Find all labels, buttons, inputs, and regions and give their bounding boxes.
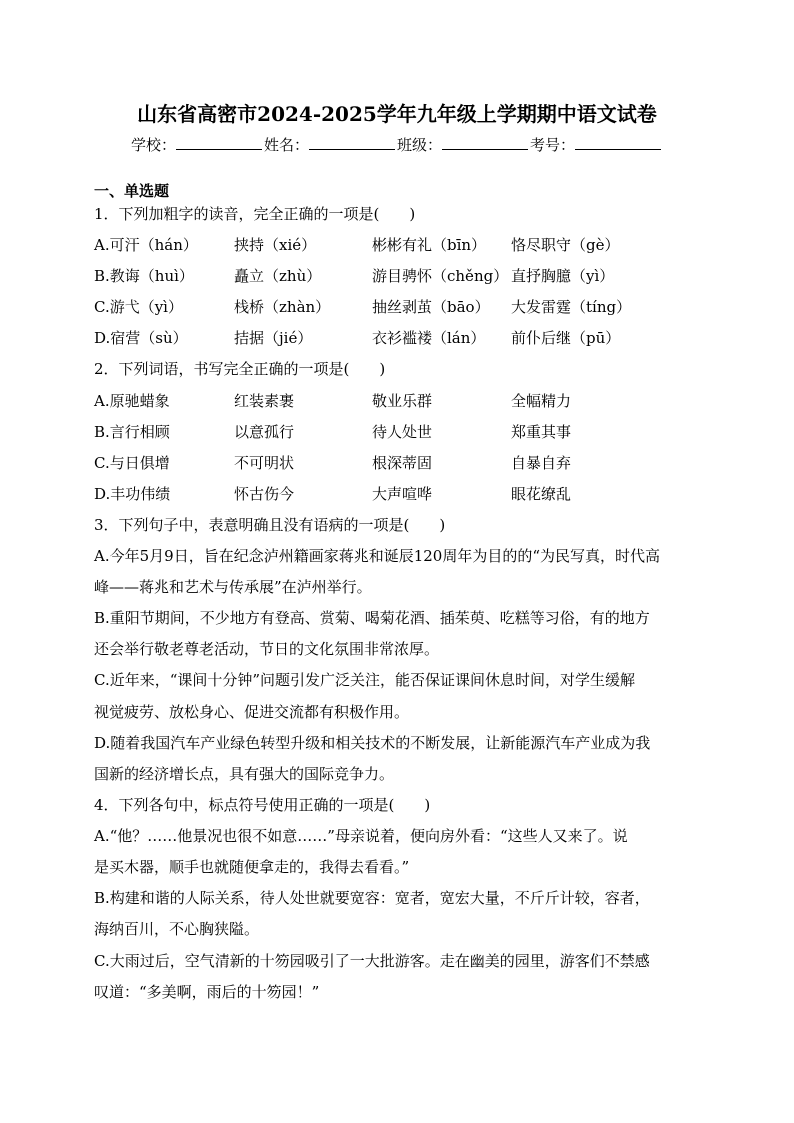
q3-line-8: 国新的经济增长点，具有强大的国际竞争力。 [94,765,395,783]
q1-b-1: B.教诲（huì） [94,267,194,285]
q3-line-7: D.随着我国汽车产业绿色转型升级和相关技术的不断发展，让新能源汽车产业成为我 [94,734,651,752]
question-3-stem: 3．下列句子中，表意明确且没有语病的一项是( ) [94,516,446,534]
q2-a-4: 全幅精力 [511,392,572,410]
question-1-stem: 1．下列加粗字的读音，完全正确的一项是( ) [94,205,416,223]
q1-a-4: 恪尽职守（gè） [511,236,620,254]
school-blank[interactable] [176,135,262,150]
question-2-stem: 2．下列词语，书写完全正确的一项是( ) [94,360,386,378]
q4-line-3: B.构建和谐的人际关系，待人处世就要宽容：宽者，宽宏大量，不斤斤计较，容者， [94,889,650,907]
q1-b-3: 游目骋怀（chěng） [372,267,509,285]
q1-a-2: 挟持（xié） [234,236,317,254]
q2-a-2: 红装素裹 [234,392,295,410]
q1-c-2: 栈桥（zhàn） [234,298,331,316]
q2-c-1: C.与日俱增 [94,454,170,472]
name-blank[interactable] [309,135,395,150]
class-label: 班级： [397,136,443,154]
q4-line-4: 海纳百川，不心胸狭隘。 [94,920,260,938]
section-title: 一、单选题 [94,182,170,200]
q4-line-6: 叹道：“多美啊，雨后的十笏园！” [94,983,320,1001]
q2-b-2: 以意孤行 [234,423,295,441]
number-label: 考号： [530,136,576,154]
q2-d-2: 怀古伤今 [234,485,295,503]
q1-d-2: 拮据（jié） [234,329,313,347]
q2-d-4: 眼花缭乱 [511,485,572,503]
q1-d-4: 前仆后继（pū） [511,329,621,347]
q1-b-4: 直抒胸臆（yì） [511,267,615,285]
q3-line-5: C.近年来，“课间十分钟”问题引发广泛关注，能否保证课间休息时间，对学生缓解 [94,671,636,689]
q4-line-5: C.大雨过后，空气清新的十笏园吸引了一大批游客。走在幽美的园里，游客们不禁感 [94,952,650,970]
q2-c-2: 不可明状 [234,454,295,472]
school-label: 学校： [130,136,176,154]
q3-line-2: 峰——蒋兆和艺术与传承展”在泸州举行。 [94,578,372,596]
q2-a-3: 敬业乐群 [372,392,433,410]
q1-c-3: 抽丝剥茧（bāo） [372,298,490,316]
class-blank[interactable] [442,135,528,150]
q2-b-4: 郑重其事 [511,423,572,441]
question-4-stem: 4．下列各句中，标点符号使用正确的一项是( ) [94,796,431,814]
q1-a-3: 彬彬有礼（bīn） [372,236,487,254]
q2-d-3: 大声喧哗 [372,485,433,503]
exam-title: 山东省高密市2024-2025学年九年级上学期期中语文试卷 [137,102,657,126]
name-label: 姓名： [263,136,309,154]
number-blank[interactable] [575,135,661,150]
student-info-row [0,134,794,156]
q2-b-3: 待人处世 [372,423,433,441]
q1-a-1: A.可汗（hán） [94,236,198,254]
q2-b-1: B.言行相顾 [94,423,170,441]
q1-d-1: D.宿营（sù） [94,329,188,347]
q2-d-1: D.丰功伟绩 [94,485,171,503]
q2-c-4: 自暴自弃 [511,454,572,472]
q1-d-3: 衣衫褴褛（lán） [372,329,486,347]
q1-c-4: 大发雷霆（tíng） [511,298,632,316]
q2-c-3: 根深蒂固 [372,454,433,472]
q3-line-1: A.今年5月9日，旨在纪念泸州籍画家蒋兆和诞辰120周年为目的的“为民写真，时代高 [94,547,660,565]
q3-line-4: 还会举行敬老尊老活动，节日的文化氛围非常浓厚。 [94,640,440,658]
q4-line-1: A.“他？……他景况也很不如意……”母亲说着，便向房外看：“这些人又来了。说 [94,827,628,845]
q3-line-3: B.重阳节期间，不少地方有登高、赏菊、喝菊花酒、插茱萸、吃糕等习俗，有的地方 [94,609,650,627]
q2-a-1: A.原驰蜡象 [94,392,170,410]
q4-line-2: 是买木器，顺手也就随便拿走的，我得去看看。” [94,858,410,876]
q1-b-2: 矗立（zhù） [234,267,322,285]
q1-c-1: C.游弋（yì） [94,298,183,316]
q3-line-6: 视觉疲劳、放松身心、促进交流都有积极作用。 [94,703,410,721]
